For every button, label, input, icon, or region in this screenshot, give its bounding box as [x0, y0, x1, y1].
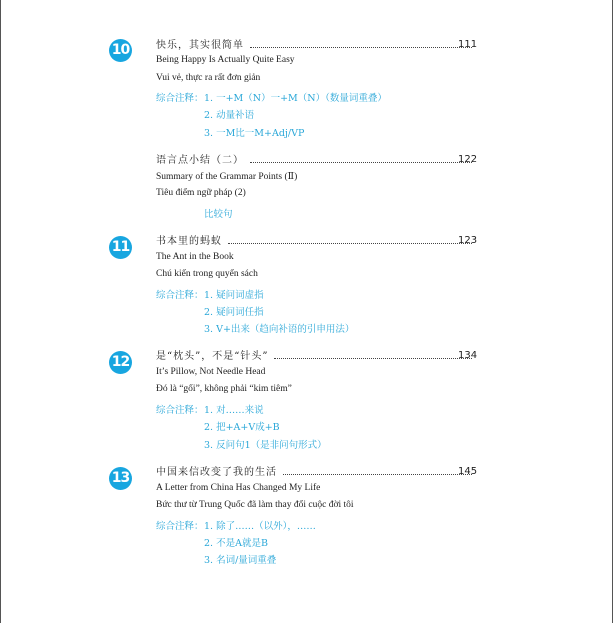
unit-number-badge: 11 — [109, 236, 132, 259]
page-number: 122 — [458, 154, 478, 165]
dot-leader — [283, 474, 472, 475]
vietnamese-title: Vui vẻ, thực ra rất đơn giản — [156, 73, 261, 83]
note-item: 比较句 — [204, 209, 233, 220]
dot-leader — [228, 243, 472, 244]
page-number: 111 — [458, 39, 478, 50]
notes-label: 综合注释： — [156, 521, 204, 532]
note-item: 2. 疑问词任指 — [204, 307, 264, 318]
unit-number-badge: 12 — [109, 351, 132, 374]
notes-label: 综合注释： — [156, 93, 204, 104]
note-item: 1. 一+M（N）一+M（N）（数量词重叠） — [204, 93, 387, 104]
dot-leader — [274, 358, 472, 359]
english-title: Summary of the Grammar Points (Ⅱ) — [156, 172, 298, 182]
toc-title-row — [156, 348, 476, 362]
lesson-title: 中国来信改变了我的生活 — [156, 467, 277, 478]
english-title: The Ant in the Book — [156, 252, 234, 262]
toc-title-row — [156, 37, 476, 51]
vietnamese-title: Đó là “gối”, không phải “kim tiêm” — [156, 384, 292, 394]
lesson-title: 书本里的蚂蚁 — [156, 236, 222, 247]
page-right-border — [612, 0, 613, 623]
note-item: 1. 除了……（以外），…… — [204, 521, 316, 532]
note-item: 1. 对……来说 — [204, 405, 264, 416]
note-item: 3. 反问句1（是非问句形式） — [204, 440, 327, 451]
toc-title-row — [156, 233, 476, 247]
note-item: 2. 不是A就是B — [204, 538, 268, 549]
note-item: 2. 动量补语 — [204, 110, 255, 121]
toc-title-row — [156, 464, 476, 478]
note-item: 2. 把+A+V成+B — [204, 422, 280, 433]
lesson-title: 是“枕头”，不是“针头” — [156, 351, 269, 362]
toc-title-row — [156, 152, 476, 166]
vietnamese-title: Tiêu điểm ngữ pháp (2) — [156, 188, 246, 198]
unit-number-badge: 13 — [109, 467, 132, 490]
page-number: 134 — [458, 350, 478, 361]
page-left-border — [0, 0, 1, 623]
notes-label: 综合注释： — [156, 290, 204, 301]
dot-leader — [250, 47, 472, 48]
note-item: 3. 一M比一M+Adj/VP — [204, 128, 305, 139]
english-title: A Letter from China Has Changed My Life — [156, 483, 321, 493]
notes-label: 综合注释： — [156, 405, 204, 416]
note-item: 1. 疑问词虚指 — [204, 290, 264, 301]
page-number: 145 — [458, 466, 478, 477]
page-number: 123 — [458, 235, 478, 246]
note-item: 3. V+出来（趋向补语的引申用法） — [204, 324, 355, 335]
english-title: It’s Pillow, Not Needle Head — [156, 367, 266, 377]
vietnamese-title: Bức thư từ Trung Quốc đã làm thay đổi cuộc đời tôi — [156, 500, 354, 510]
vietnamese-title: Chú kiến trong quyển sách — [156, 269, 258, 279]
lesson-title: 快乐，其实很简单 — [156, 40, 244, 51]
lesson-title: 语言点小结（二） — [156, 155, 244, 166]
note-item: 3. 名词/量词重叠 — [204, 555, 277, 566]
english-title: Being Happy Is Actually Quite Easy — [156, 55, 295, 65]
dot-leader — [250, 162, 472, 163]
unit-number-badge: 10 — [109, 39, 132, 62]
